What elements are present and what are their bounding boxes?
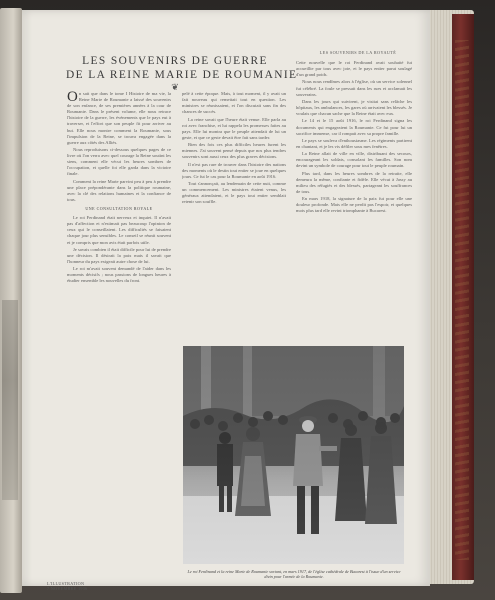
photo-caption: Le roi Ferdinand et la reine Marie de Roumanie sortant, en mars 1917, de l'église cathédrale de Bucarest à l'issue d'un service divin pour l'armée de la Roumanie. xyxy=(187,569,401,580)
paragraph: Le pays se souleva d'enthousiasme. Les régiments partirent en chantant, et je les vis défiler sous mes fenêtres. xyxy=(296,137,412,149)
left-page-image-strip xyxy=(2,300,18,500)
paragraph: Bien des fois ces plus difficiles heures furent les miennes. J'ai souvent pensé depuis que nos plus tendres souvenirs sont aussi ceux des plus graves décisions. xyxy=(182,142,286,160)
paragraph: Plus tard, dans les heures sombres de la retraite, elle demeura la même, confiante et fidèle. Elle vécut à Jassy au milieu des réfugiés et des blessés, partageant les souffrances de tous. xyxy=(296,170,412,194)
spine-marbling xyxy=(455,40,469,560)
publication-name: L'ILLUSTRATION xyxy=(47,581,85,586)
section-heading: UNE CONSULTATION ROYALE xyxy=(85,206,153,212)
paragraph: Le 14 et le 15 août 1916, le roi Ferdinand signa les documents qui engageaient la Roumanie. Ce fut pour lui un sacrifice immense, car il rompait avec sa propre famille. xyxy=(296,118,412,136)
publication-date: 7 NOVEMBRE 1936 xyxy=(47,586,88,591)
text-column-1 xyxy=(67,91,171,576)
text-column-2 xyxy=(182,91,286,343)
title-line-2: DE LA REINE MARIE DE ROUMANIE xyxy=(66,69,298,81)
footer-publication xyxy=(47,581,88,591)
magazine-page xyxy=(22,10,430,591)
paragraph: La reine savait que l'heure était venue. Elle parla au roi avec franchise, et lui rappela les promesses faites au pays. Elle lui montra que le peuple attendait de lui un geste, et que ce geste devait être fait sans tarder. xyxy=(182,116,286,140)
paragraph: Cette nouvelle que le roi Ferdinand avait souhaité fut accueillie par tous avec joie, et le pays entier parut soulagé d'un grand poids. xyxy=(296,60,412,78)
title-line-1: LES SOUVENIRS DE GUERRE xyxy=(82,55,268,67)
paragraph: Le roi Ferdinand était nerveux et inquiet. Il n'avait pas d'affection et n'estimait pas beaucoup l'opinion de ceux qui le conseillaient. Les difficultés se faisaient chaque jour plus sensibles. Le conseil se réunit souvent et je compris que mon avis était parfois utile. xyxy=(67,215,171,245)
paragraph-text: n sait que dans le tome I Histoire de ma vie, la Reine Marie de Roumanie a laissé des souvenirs de son enfance, de ses premières années à la cour de Roumanie. Dans le présent volume, elle nous retrace l'histoire de la guerre, les événements que le pays eut à traverser, et l'effort que son peuple fit pour arriver au but. Elle nous montre comment la Roumanie, sous l'impulsion de la Reine, se trouva engagée dans la guerre aux côtés des Alliés. xyxy=(67,91,171,145)
paragraph: La Reine allait de ville en ville, distribuant des secours, encourageant les soldats, consolant les familles. Son nom devint un symbole de courage pour tout le peuple roumain. xyxy=(296,151,412,169)
historical-photograph xyxy=(183,346,404,564)
article-title xyxy=(66,54,298,92)
paragraph: Nous reproduisons ci-dessous quelques pages de ce livre où l'on verra avec quel courage la Reine soutint les siens, comment elle vécut les heures sombres de l'occupation, et quelle foi elle garda dans la victoire finale. xyxy=(67,147,171,177)
paragraph: En mars 1918, la signature de la paix fut pour elle une douleur profonde. Mais elle ne perdit pas l'espoir, et quelques mois plus tard elle revint triomphante à Bucarest. xyxy=(296,196,412,214)
photo-illustration xyxy=(183,346,404,564)
paragraph: Nous nous rendîmes alors à l'église, où un service solennel fut célébré. La foule se pressait dans les rues et acclamait les souverains. xyxy=(296,79,412,97)
title-flourish: ❦ xyxy=(171,82,179,92)
paragraph xyxy=(67,91,171,146)
running-head: LES SOUVENIRS DE LA ROYAUTÉ xyxy=(319,50,397,55)
paragraph: Dans les jours qui suivirent, je visitai sans relâche les hôpitaux, les ambulances, les gares où arrivaient les blessés. Je voulais que chacun sache que la Reine était avec eux. xyxy=(296,98,412,117)
paragraph: Tout s'annonçait, au lendemain de cette nuit, comme un commencement. Les ministres étaient venus, les généraux attendaient, et le pays tout entier semblait retenir son souffle. xyxy=(182,181,286,205)
paragraph: Il n'est pas rare de trouver dans l'histoire des nations des moments où le destin tout entier se joue en quelques jours. Ce fut le cas pour la Roumanie en août 1916. xyxy=(182,161,286,179)
paragraph: Comment la reine Marie parvint peu à peu à prendre une place prépondérante dans la politique roumaine, avec la clé des relations humaines et la confiance de tous. xyxy=(67,178,171,202)
paragraph: pelé à cette époque. Mais, à tout moment, il y avait un fait nouveau qui remettait tout en question. Les ministres se réunissaient, et l'on discutait sans fin des chances de succès. xyxy=(182,91,286,115)
drop-cap: O xyxy=(67,91,78,105)
paragraph: Je savais combien il était difficile pour lui de prendre une décision. Il désirait la paix mais il savait que l'honneur du pays exigeait autre chose de lui. xyxy=(67,246,171,264)
paragraph: Le roi m'avait souvent demandé de l'aider dans les moments décisifs ; nous passions de longues heures à étudier ensemble les nouvelles du front. xyxy=(67,266,171,284)
